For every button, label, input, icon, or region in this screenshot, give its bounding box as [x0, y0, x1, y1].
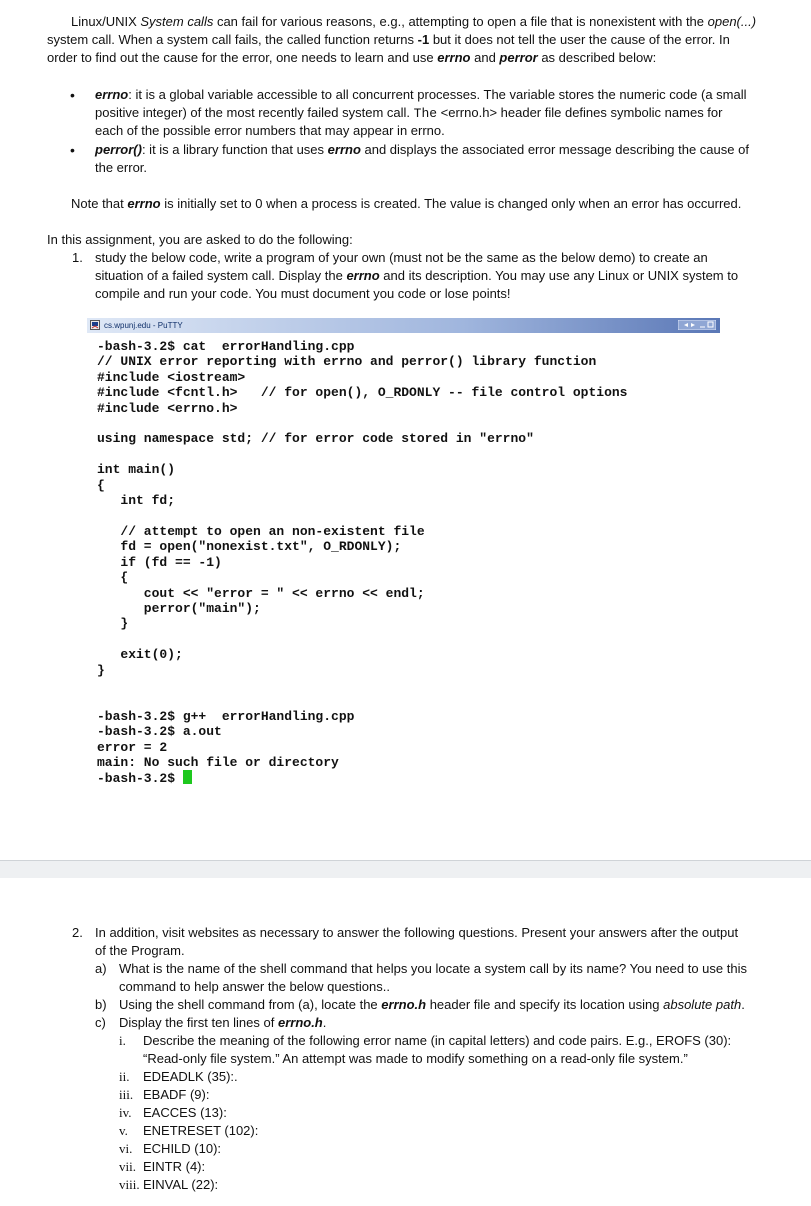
bullet-perror-line-1: perror(): it is a library function that uses errno and displays the associated error message describing the cause of — [95, 142, 749, 157]
sub-item-text: EDEADLK (35):. — [143, 1069, 238, 1084]
bullet-marker: • — [70, 87, 75, 103]
terminal-code-output: -bash-3.2$ cat errorHandling.cpp // UNIX error reporting with errno and perror() library function #include <iostream> #include <fcntl.h> // for open(), O_RDONLY -- file control options #include <errno.h> using namespace std; // for error code stored in "errno" int main() { int fd; // attempt to open an non-existent file fd = open("nonexist.txt", O_RDONLY); if (fd == -1) { cout << "error = " << errno << endl; perror("main"); } exit(0); } -bash-3.2$ g++ errorHandling.cpp -bash-3.2$ a.out error = 2 main: No such file or directory — [97, 339, 628, 770]
question-b-label: b) — [95, 997, 107, 1012]
intro-line-2: system call. When a system call fails, the called function returns -1 but it does not tell the user the cause of the error. In — [47, 32, 730, 47]
item-1-line-3: compile and run your code. You must document you code or lose points! — [95, 286, 511, 301]
assignment-intro: In this assignment, you are asked to do the following: — [47, 232, 353, 247]
question-a-line-1: What is the name of the shell command that helps you locate a system call by its name? You need to use this — [119, 961, 747, 976]
bullet-errno-line-3: each of the possible error numbers that may appear in errno. — [95, 123, 445, 138]
terminal-prompt-line[interactable]: -bash-3.2$ — [97, 770, 192, 786]
sub-item-text: EINTR (4): — [143, 1159, 206, 1174]
item-1-number: 1. — [72, 250, 83, 265]
sub-item-text: ECHILD (10): — [143, 1141, 222, 1156]
item-1-line-2: situation of a failed system call. Display the errno and its description. You may use any Linux or UNIX system to — [95, 268, 739, 283]
putty-terminal-screenshot — [87, 318, 720, 798]
sub-item-number: ii. — [119, 1069, 130, 1084]
sub-item-text: ENETRESET (102): — [143, 1123, 259, 1138]
item-2-line-2: of the Program. — [95, 943, 185, 958]
sub-item-text: EBADF (9): — [143, 1087, 210, 1102]
sub-item-number: vii. — [119, 1159, 136, 1174]
putty-icon — [90, 320, 100, 330]
note-paragraph: Note that errno is initially set to 0 when a process is created. The value is changed only when an error has occurred. — [71, 196, 742, 211]
window-control-buttons[interactable] — [678, 320, 716, 330]
question-c-text: Display the first ten lines of errno.h. — [119, 1015, 327, 1030]
sub-item-text: “Read-only file system.” An attempt was made to modify something on a read-only file system.” — [143, 1051, 688, 1066]
sub-item-number: iii. — [119, 1087, 134, 1102]
sub-item-text: Describe the meaning of the following error name (in capital letters) and code pairs. E.g., EROFS (30): — [143, 1033, 732, 1048]
sub-item-number: iv. — [119, 1105, 132, 1120]
bullet-errno-line-2: positive integer) of the most recently failed system call. The <errno.h> header file defines symbolic names for — [95, 105, 723, 121]
putty-window-title: cs.wpunj.edu - PuTTY — [104, 321, 183, 330]
intro-line-1: Linux/UNIX System calls can fail for various reasons, e.g., attempting to open a file that is nonexistent with the open(...) — [71, 14, 757, 29]
bullet-errno-line-1: errno: it is a global variable accessible to all concurrent processes. The variable stores the numeric code (a small — [95, 87, 747, 102]
sub-item-text: EACCES (13): — [143, 1105, 227, 1120]
sub-item-text: EINVAL (22): — [143, 1177, 219, 1192]
item-2-number: 2. — [72, 925, 83, 940]
bullet-marker: • — [70, 142, 75, 158]
sub-item-number: vi. — [119, 1141, 133, 1156]
question-a-line-2: command to help answer the below questions.. — [119, 979, 390, 994]
question-b-text: Using the shell command from (a), locate the errno.h header file and specify its location using absolute path. — [119, 997, 745, 1012]
item-1-line-1: study the below code, write a program of your own (must not be the same as the below demo) to create an — [95, 250, 708, 265]
terminal-cursor — [183, 770, 192, 784]
intro-line-3: order to find out the cause for the error, one needs to learn and use errno and perror as described below: — [47, 50, 657, 65]
sub-item-number: i. — [119, 1033, 126, 1048]
question-c-label: c) — [95, 1015, 106, 1030]
putty-title-bar — [87, 318, 720, 333]
question-a-label: a) — [95, 961, 107, 976]
item-2-line-1: In addition, visit websites as necessary to answer the following questions. Present your answers after the output — [95, 925, 739, 940]
page-break — [0, 860, 811, 879]
bullet-perror-line-2: the error. — [95, 160, 148, 175]
sub-item-number: viii. — [119, 1177, 140, 1192]
document-page-2 — [0, 878, 811, 1206]
sub-item-number: v. — [119, 1123, 128, 1138]
